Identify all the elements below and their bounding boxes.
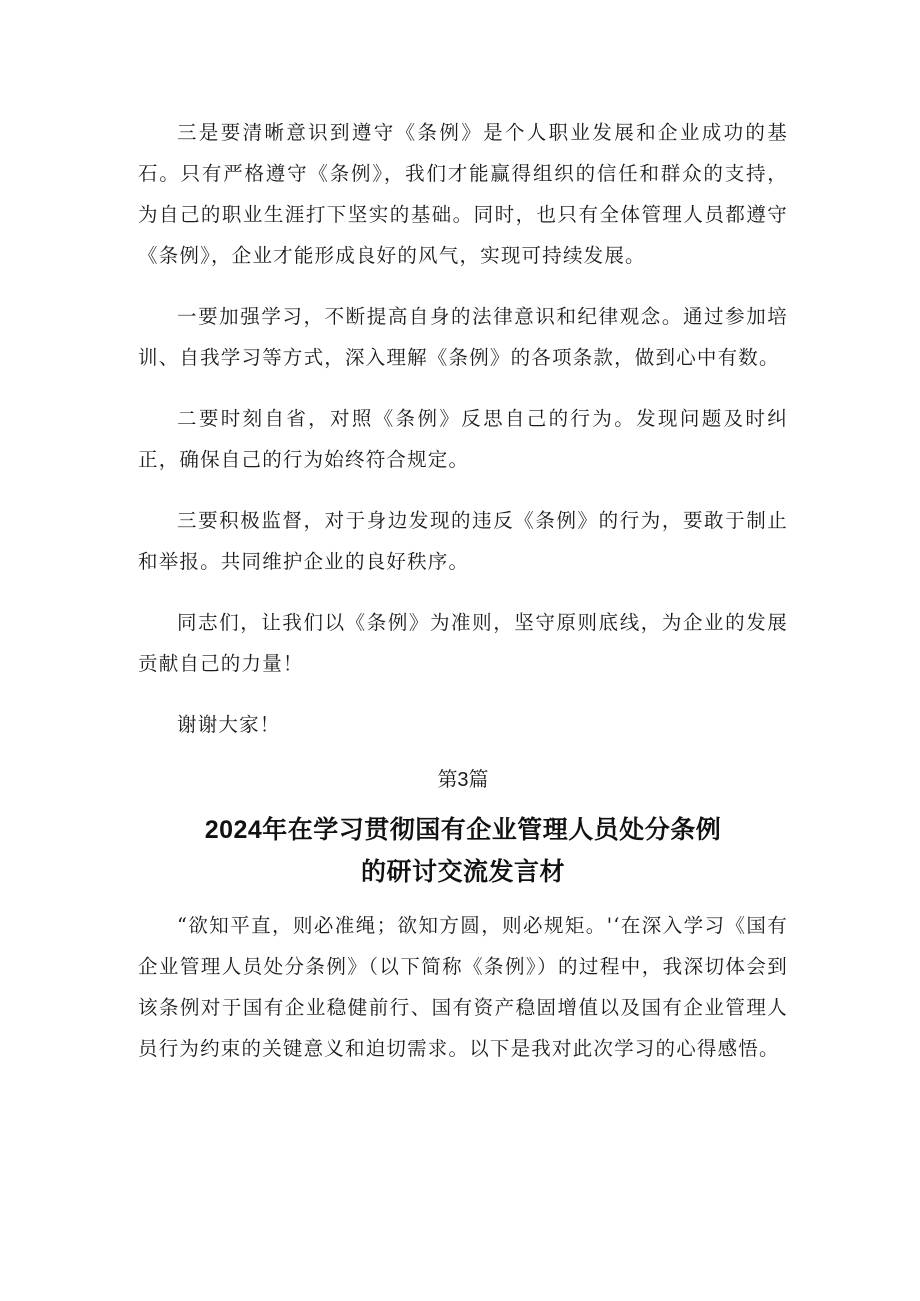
section-number: 第3篇 bbox=[437, 769, 489, 791]
paragraph-compliance-foundation: 三是要清晰意识到遵守《条例》是个人职业发展和企业成功的基石。只有严格遵守《条例》，我们才能赢得组织的信任和群众的支持，为自己的职业生涯打下坚实的基础。同时，也只有全体管理人员都遵守《条例》，企业才能形成良好的风气，实现可持续发展。 bbox=[138, 121, 788, 267]
paragraph-strengthen-learning: 一要加强学习，不断提高自身的法律意识和纪律观念。通过参加培训、自我学习等方式，深入理解《条例》的各项条款，做到心中有数。 bbox=[138, 305, 788, 369]
paragraph-active-supervision: 三要积极监督，对于身边发现的违反《条例》的行为，要敢于制止和举报。共同维护企业的良好秩序。 bbox=[138, 509, 788, 573]
section-title bbox=[138, 809, 788, 893]
paragraph-thanks: 谢谢大家！ bbox=[177, 713, 281, 736]
section-title-line-2: 的研讨交流发言材 bbox=[360, 858, 565, 886]
paragraph-introduction: “欲知平直，则必准绳；欲知方圆，则必规矩。'‘在深入学习《国有企业管理人员处分条例》（以下简称《条例》）的过程中，我深切体会到该条例对于国有企业稳健前行、国有资产稳固增值以及国有企业管理人员行为约束的关键意义和迫切需求。以下是我对此次学习的心得感悟。 bbox=[138, 914, 788, 1060]
paragraph-call-to-action: 同志们，让我们以《条例》为准则，坚守原则底线，为企业的发展贡献自己的力量！ bbox=[138, 611, 788, 675]
section-title-line-1: 2024年在学习贯彻国有企业管理人员处分条例 bbox=[204, 816, 722, 844]
document-body bbox=[138, 112, 788, 1089]
paragraph-self-reflection: 二要时刻自省，对照《条例》反思自己的行为。发现问题及时纠正，确保自己的行为始终符合规定。 bbox=[138, 407, 788, 471]
